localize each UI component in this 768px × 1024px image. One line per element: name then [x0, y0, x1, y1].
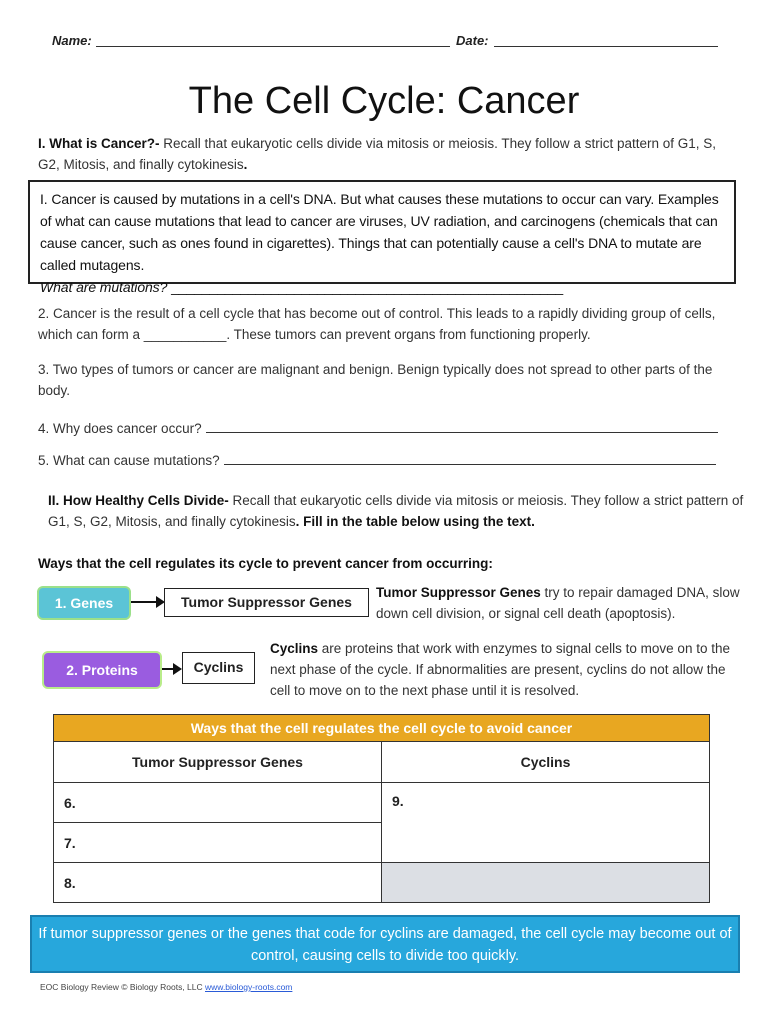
question-2: 2. Cancer is the result of a cell cycle that has become out of control. This leads to a rapidly dividing group of cells, which can form a ___________. These tumors can prevent organs from functioning properly.	[38, 306, 716, 342]
section1-end: .	[243, 157, 248, 172]
question-4-row	[38, 418, 718, 436]
header-fields	[52, 30, 718, 52]
cyclins-text: are proteins that work with enzymes to signal cells to move on to the next phase of the cycle. If abnormalities are present, cyclins do not allow the cell to move on to the next phase until it is resolved.	[270, 641, 730, 698]
cancer-info-text: I. Cancer is caused by mutations in a cell's DNA. But what causes these mutations to occur can vary. Examples of what can cause mutations that lead to cancer are viruses, UV radiation, and carcinogens (chemicals that can cause cancer, such as ones found in cigarettes). Things that can potentially cause a cell's DNA to mutate are called mutagens.	[40, 191, 719, 273]
question-3: 3. Two types of tumors or cancer are malignant and benign. Benign typically does not spread to other parts of the body.	[38, 362, 713, 398]
tsg-term: Tumor Suppressor Genes	[376, 585, 541, 600]
footer-text: EOC Biology Review © Biology Roots, LLC	[40, 982, 205, 992]
section2-intro	[48, 490, 748, 532]
table-cell-8[interactable]: 8.	[54, 863, 382, 903]
proteins-pill: 2. Proteins	[42, 651, 162, 689]
question-5-answer[interactable]	[224, 450, 716, 465]
question-4-answer[interactable]	[206, 418, 718, 433]
table-cell-shaded	[382, 863, 710, 903]
section2-bold-end: . Fill in the table below using the text.	[295, 514, 535, 529]
arrow-icon	[162, 668, 180, 670]
cancer-info-box	[28, 180, 736, 295]
table-col-tsg: Tumor Suppressor Genes	[54, 742, 382, 783]
genes-pill: 1. Genes	[37, 586, 131, 620]
table-title: Ways that the cell regulates the cell cycle to avoid cancer	[54, 715, 710, 742]
footer-link[interactable]: www.biology-roots.com	[205, 982, 293, 992]
regulation-table	[53, 714, 710, 903]
table-cell-6[interactable]: 6.	[54, 783, 382, 823]
tsg-box: Tumor Suppressor Genes	[164, 588, 369, 617]
section2-text: Recall that eukaryotic cells divide via mitosis or meiosis. They follow a strict pattern of G1, S, G2, Mitosis, and finally cytokinesis	[48, 493, 744, 529]
date-field[interactable]	[494, 46, 718, 47]
mutations-blank[interactable]: ___________________________________________________	[171, 279, 564, 295]
ways-heading: Ways that the cell regulates its cycle to prevent cancer from occurring:	[38, 556, 493, 571]
cyclins-term: Cyclins	[270, 641, 319, 656]
arrow-icon	[131, 601, 163, 603]
tsg-description	[376, 582, 746, 624]
question-4: 4. Why does cancer occur?	[38, 421, 202, 436]
question-5-row	[38, 450, 716, 468]
cyclins-box: Cyclins	[182, 652, 255, 684]
summary-banner: If tumor suppressor genes or the genes that code for cyclins are damaged, the cell cycle may become out of control, causing cells to divide too quickly.	[30, 915, 740, 973]
footer	[40, 982, 292, 992]
table-cell-7[interactable]: 7.	[54, 823, 382, 863]
section1-text: Recall that eukaryotic cells divide via mitosis or meiosis. They follow a strict pattern of G1, S, G2, Mitosis, and finally cytokinesis	[38, 136, 716, 172]
section1-intro	[38, 133, 738, 175]
name-field[interactable]	[96, 46, 450, 47]
tsg-text: try to repair damaged DNA, slow down cell division, or signal cell death (apoptosis).	[376, 585, 740, 621]
mutations-question: What are mutations?	[40, 279, 168, 295]
name-label: Name:	[52, 33, 92, 48]
section2-heading: II. How Healthy Cells Divide-	[48, 493, 229, 508]
date-label: Date:	[456, 33, 489, 48]
section1-heading: I. What is Cancer?-	[38, 136, 160, 151]
table-cell-9[interactable]: 9.	[382, 783, 710, 863]
question-5: 5. What can cause mutations?	[38, 453, 220, 468]
table-col-cyclins: Cyclins	[382, 742, 710, 783]
cyclins-description	[270, 638, 740, 701]
page-title: The Cell Cycle: Cancer	[188, 80, 580, 122]
